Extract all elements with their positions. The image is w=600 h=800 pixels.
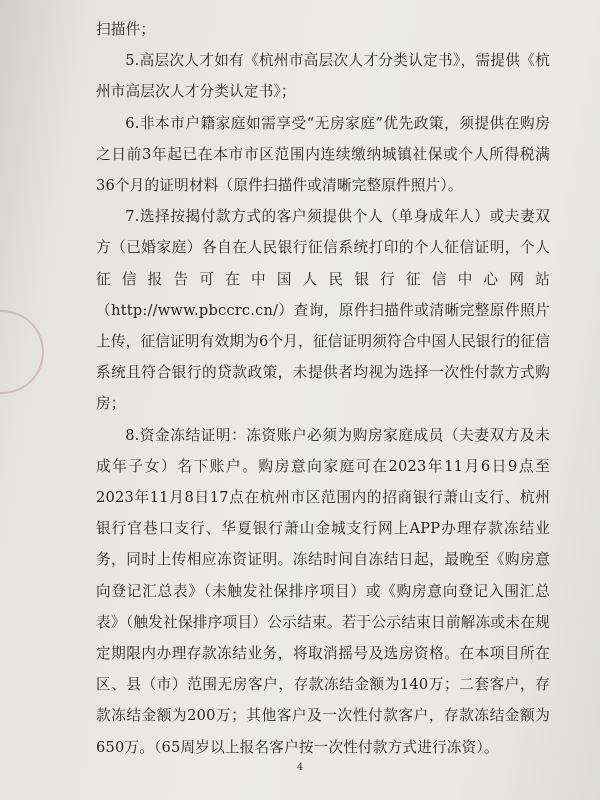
document-body [96,14,550,763]
page-number: 4 [296,762,304,773]
paragraph-item-5: 5.高层次人才如有《杭州市高层次人才分类认定书》，需提供《杭州市高层次人才分类认定书》； [96,52,550,101]
paragraph-item-6: 6.非本市户籍家庭如需享受“无房家庭”优先政策，须提供在购房之日前3年起已在本市市区范围内连续缴纳城镇社保或个人所得税满36个月的证明材料（原件扫描件或清晰完整原件照片）。 [96,114,550,195]
paragraph-item-7: 7.选择按揭付款方式的客户须提供个人（单身成年人）或夫妻双方（已婚家庭）各自在人民银行征信系统打印的个人征信证明，个人征信报告可在中国人民银行征信中心网站（http://www.pbccrc.cn/）查询，原件扫描件或清晰完整原件照片上传，征信证明有效期为6个月，征信证明须符合中国人民银行的征信系统且符合银行的贷款政策，未提供者均视为选择一次性付款方式购房； [96,208,550,413]
paragraph-scan-continuation: 扫描件； [96,21,156,38]
paragraph-item-8: 8.资金冻结证明：冻资账户必须为购房家庭成员（夫妻双方及未成年子女）名下账户。购房意向家庭可在2023年11月6日9点至2023年11月8日17点在杭州市区范围内的招商银行萧山支行、杭州银行官巷口支行、华夏银行萧山金城支行网上APP办理存款冻结业务，同时上传相应冻资证明。冻结时间自冻结日起，最晚至《购房意向登记汇总表》（未触发社保排序项目）或《购房意向登记入围汇总表》（触发社保排序项目）公示结束。若于公示结束日前解冻或未在规定期限内办理存款冻结业务，将取消摇号及选房资格。在本项目所在区、县（市）范围无房客户，存款冻结金额为140万；二套客户，存款冻结金额为200万；其他客户及一次性付款客户，存款冻结金额为650万。（65周岁以上报名客户按一次性付款方式进行冻资）。 [96,426,550,756]
red-stamp-fragment [0,310,44,394]
